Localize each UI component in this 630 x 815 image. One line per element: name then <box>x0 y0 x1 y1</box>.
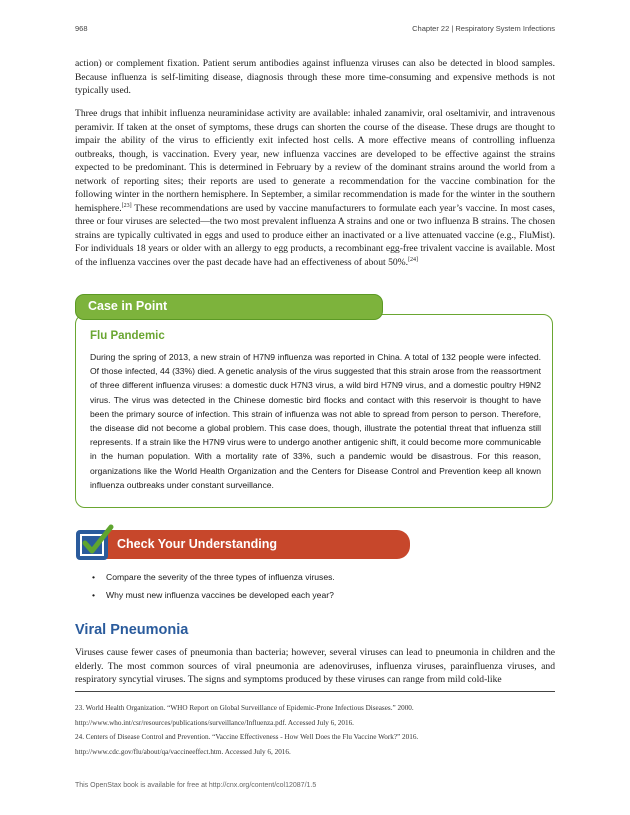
paragraph-text: These recommendations are used by vaccine manufacturers to formulate each year’s vaccine. In most cases, three or four viruses are selected—the two most prevalent influenza A strains and one or two influenza B strains. The chosen strains are typically cultivated in eggs and used to produce either an inactivated or a live attenuated vaccine (e.g., FluMist). For individuals 18 years or older with an allergy to egg products, a recombinant egg-free trivalent vaccine is available. Most of the influenza vaccines over the past decade have had an effectiveness of about 50%. <box>75 202 555 269</box>
page-footer: This OpenStax book is available for free at http://cnx.org/content/col12087/1.5 <box>75 782 317 789</box>
footnote-ref-24[interactable]: [24] <box>408 256 419 263</box>
page-number: 968 <box>75 24 88 33</box>
question-text: Compare the severity of the three types of influenza viruses. <box>106 572 335 582</box>
footnote-ref-23[interactable]: [23] <box>121 202 132 209</box>
paragraph-text: Three drugs that inhibit influenza neuraminidase activity are available: inhaled zanamivir, oral oseltamivir, and intravenous peramivir. If taken at the onset of symptoms, these drugs can shorten the course of the disease. These drugs are thought to impair the ability of the virus to efficiently exit infected host cells. A more effective means of controlling influenza outbreaks, though, is vaccination. Every year, new influenza vaccines are developed to be effective against the strains expected to be predominant. This is determined in February by a review of the dominant strains around the world from a network of reporting sites; their reports are used to generate a recommendation for the vaccine combination for the following winter in the northern hemisphere. In September, a similar recommendation is made for the winter in the southern hemisphere. <box>75 108 555 214</box>
footnote-24: 24. Centers of Disease Control and Prevention. “Vaccine Effectiveness - How Well Does the Flu Vaccine Work?” 2016. http://www.cdc.gov/flu/about/qa/vaccineeffect.htm. Accessed July 6, 2016. <box>75 733 419 756</box>
bullet: • <box>92 572 96 582</box>
body-paragraph <box>75 107 555 270</box>
check-understanding-label: Check Your Understanding <box>117 537 277 551</box>
case-in-point-label: Case in Point <box>88 299 168 313</box>
list-item <box>92 586 335 604</box>
body-paragraph: action) or complement fixation. Patient serum antibodies against influenza viruses can also be detected in blood samples. Because influenza is self-limiting disease, diagnosis through these more time-consuming and expensive methods is not typically used. <box>75 58 555 97</box>
footnote-divider <box>75 691 555 692</box>
case-text: During the spring of 2013, a new strain of H7N9 influenza was reported in China. A total of 132 people were infected. Of those infected, 44 (33%) died. A genetic analysis of the virus suggested that this strain arose from the reassortment of three different influenza viruses: a domestic duck H7N3 virus, a wild bird H7N9 virus, and a domestic poultry H9N2 virus. The virus was detected in the Chinese domestic bird flocks and contact with this reservoir is thought to have been the primary source of infection. This strain of influenza was not able to spread from person to person. Therefore, the disease did not become a global problem. This case does, though, illustrate the potential threat that influenza still represents. If a strain like the H7N9 virus were to undergo another antigenic shift, it could become more communicable in the human population. With a mortality rate of 33%, such a pandemic would be disastrous. For this reason, organizations like the World Health Organization and the Centers for Disease Control and Prevention keep all known influenza outbreaks under constant surveillance. <box>90 352 541 490</box>
question-list <box>92 568 335 604</box>
question-text: Why must new influenza vaccines be developed each year? <box>106 590 334 600</box>
footnote-23: 23. World Health Organization. “WHO Report on Global Surveillance of Epidemic-Prone Infectious Diseases.” 2000. http://www.who.int/csr/resources/publications/surveillance/Influenza.pdf. Accessed July 6, 2016. <box>75 704 414 727</box>
bullet: • <box>92 590 96 600</box>
checkbox-checkmark-icon <box>76 524 116 562</box>
case-heading: Flu Pandemic <box>90 330 165 342</box>
body-paragraph: Viruses cause fewer cases of pneumonia than bacteria; however, several viruses can lead to pneumonia in children and the elderly. The most common sources of viral pneumonia are adenoviruses, influenza viruses, parainfluenza viruses, and respiratory syncytial viruses. The signs and symptoms produced by these viruses can range from mild cold-like <box>75 647 555 686</box>
running-header: Chapter 22 | Respiratory System Infections <box>412 24 555 33</box>
list-item <box>92 568 335 586</box>
section-heading: Viral Pneumonia <box>75 622 189 638</box>
